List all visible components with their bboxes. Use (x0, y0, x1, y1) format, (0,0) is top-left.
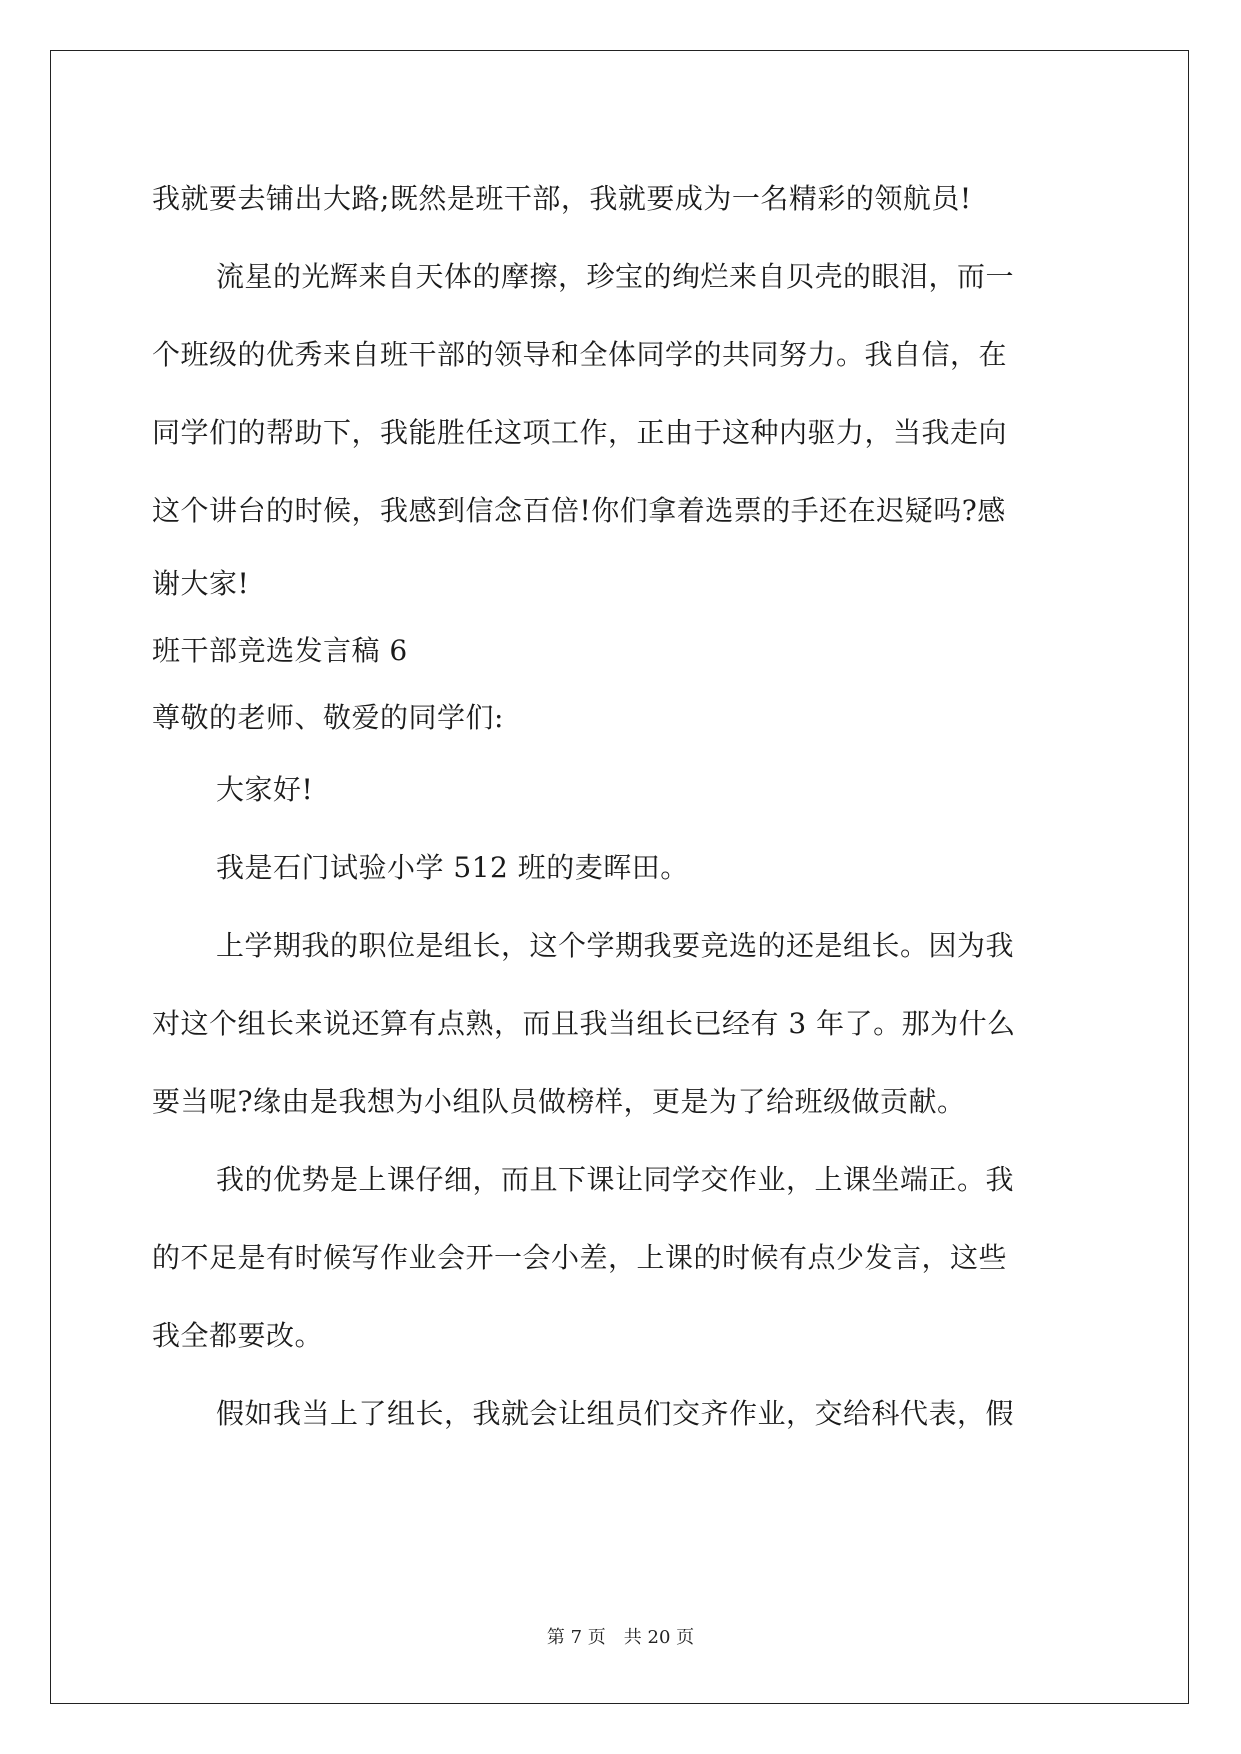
greeting: 大家好! (216, 773, 314, 806)
paragraph-start: 我是石门试验小学 512 班的麦晖田。 (216, 851, 689, 884)
paragraph-start: 我的优势是上课仔细，而且下课让同学交作业，上课坐端正。我 (216, 1163, 1015, 1196)
text-line: 的不足是有时候写作业会开一会小差，上课的时候有点少发言，这些 (152, 1241, 1008, 1274)
text-line: 谢大家! (152, 567, 250, 600)
page-number-footer: 第 7 页 共 20 页 (546, 1627, 695, 1648)
text-line: 同学们的帮助下，我能胜任这项工作，正由于这种内驱力，当我走向 (152, 416, 1008, 449)
text-line: 我全都要改。 (152, 1319, 324, 1352)
section-heading: 班干部竞选发言稿 6 (152, 634, 408, 667)
text-line: 要当呢?缘由是我想为小组队员做榜样，更是为了给班级做贡献。 (152, 1085, 966, 1118)
text-line: 这个讲台的时候，我感到信念百倍!你们拿着选票的手还在迟疑吗?感 (152, 494, 1006, 527)
salutation: 尊敬的老师、敬爱的同学们: (152, 701, 504, 734)
paragraph-start: 流星的光辉来自天体的摩擦，珍宝的绚烂来自贝壳的眼泪，而一 (216, 260, 1015, 293)
text-line: 我就要去铺出大路;既然是班干部，我就要成为一名精彩的领航员! (152, 182, 972, 215)
document-body (152, 160, 1088, 1453)
text-line: 个班级的优秀来自班干部的领导和全体同学的共同努力。我自信，在 (152, 338, 1008, 371)
text-line: 对这个组长来说还算有点熟，而且我当组长已经有 3 年了。那为什么 (152, 1007, 1016, 1040)
paragraph-start: 上学期我的职位是组长，这个学期我要竞选的还是组长。因为我 (216, 929, 1015, 962)
paragraph-start: 假如我当上了组长，我就会让组员们交齐作业，交给科代表，假 (216, 1397, 1015, 1430)
